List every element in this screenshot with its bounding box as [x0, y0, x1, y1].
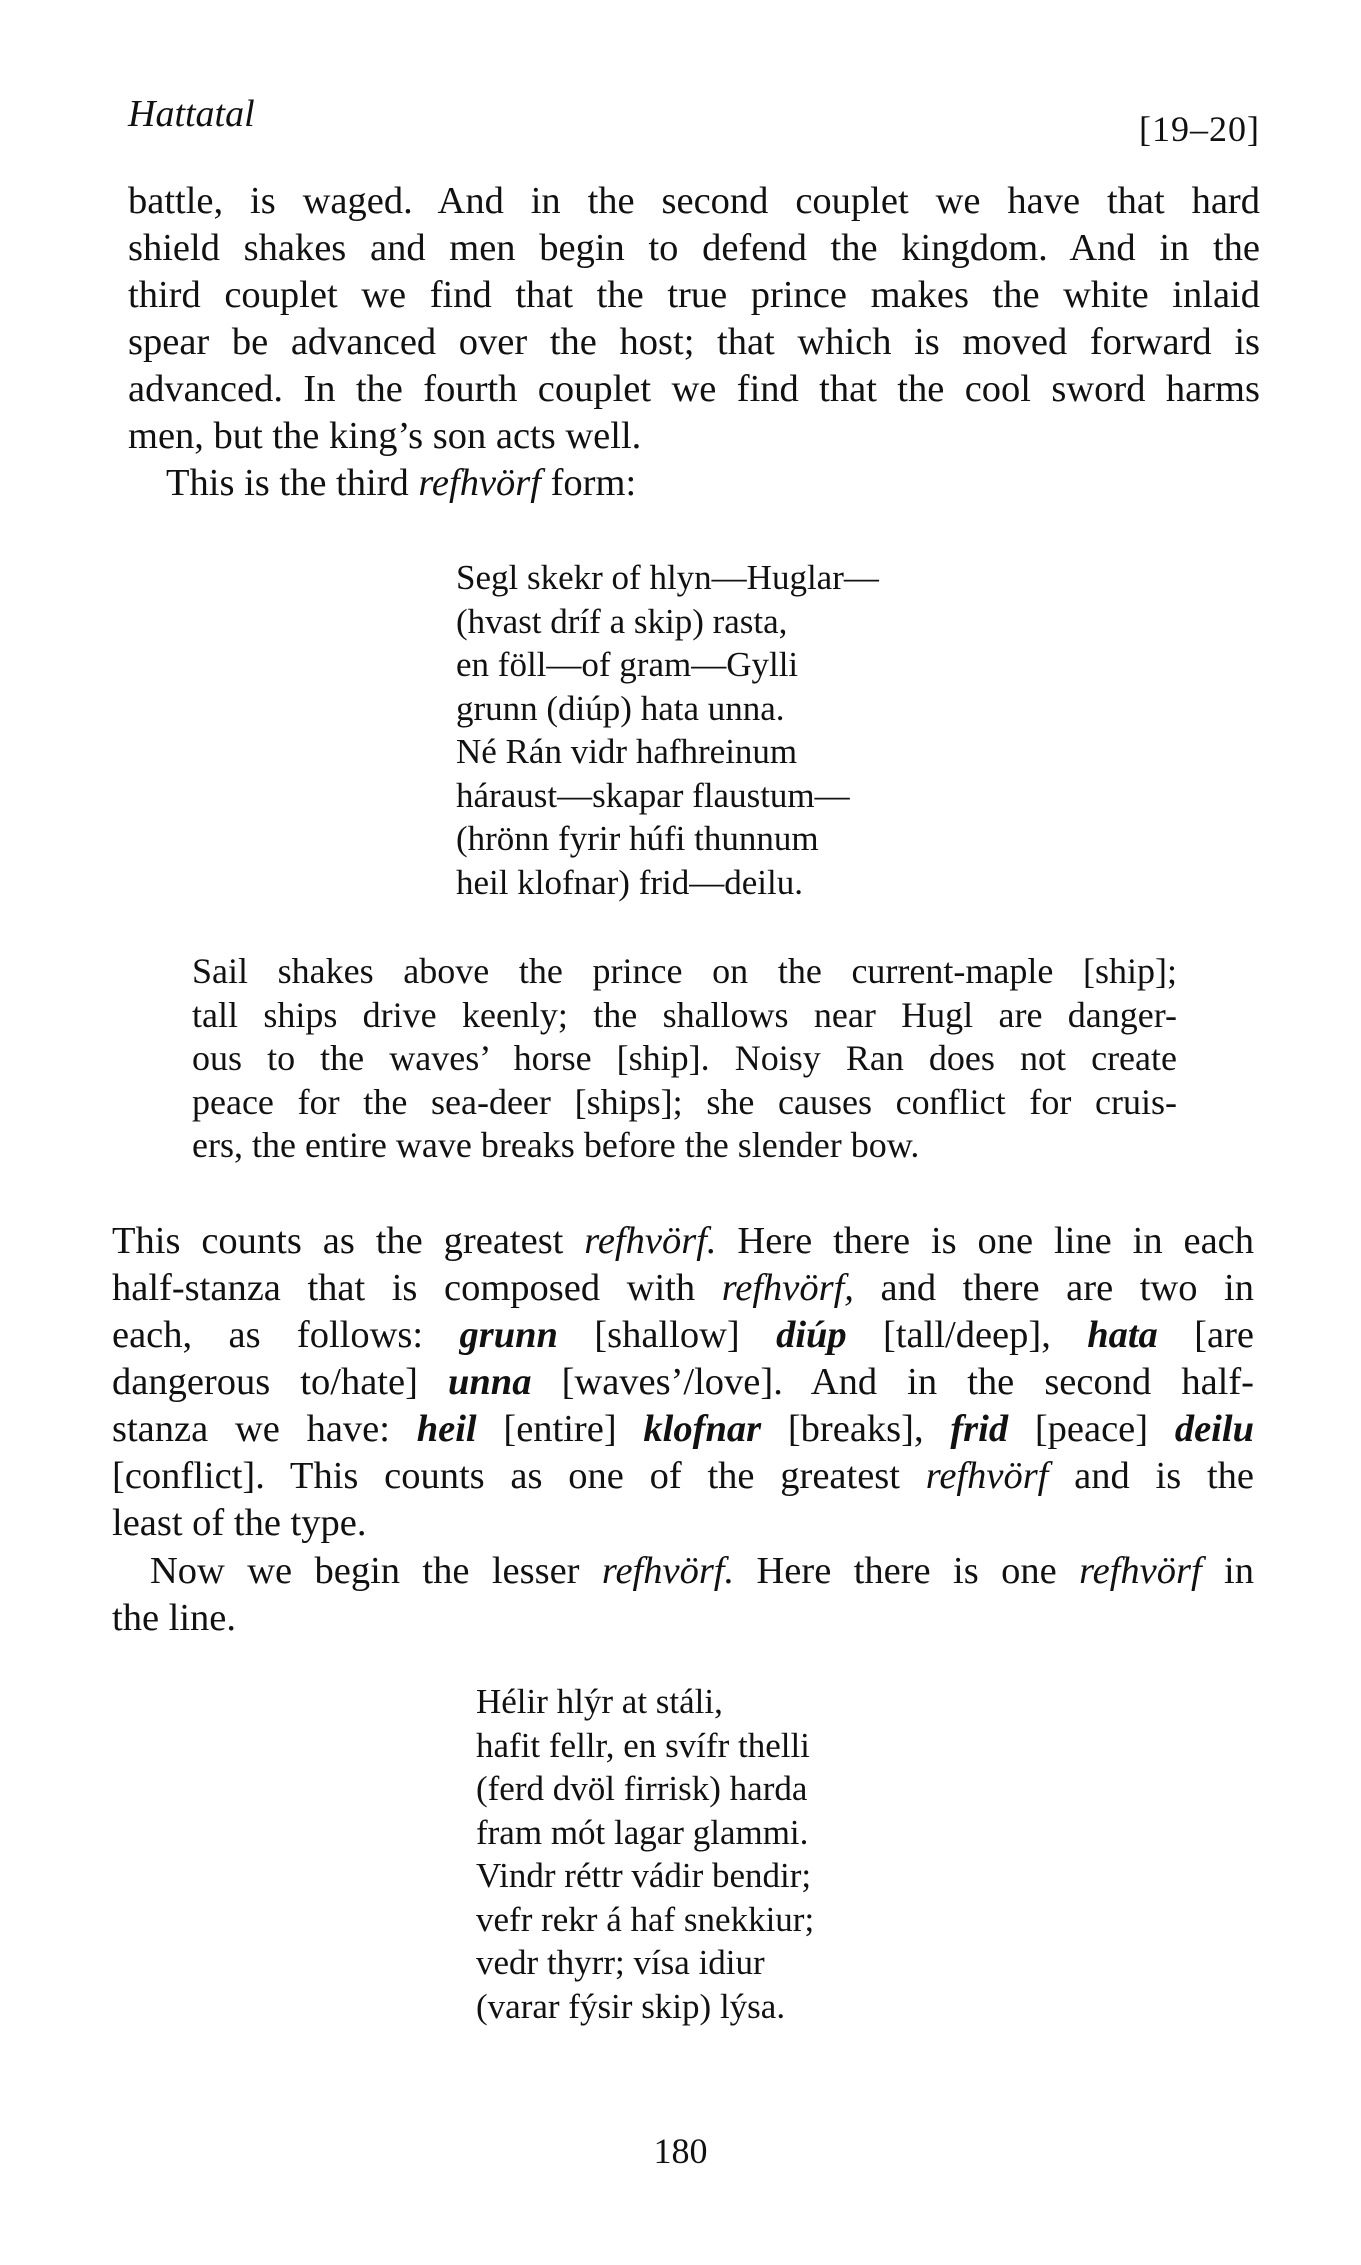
- verse-line: (hrönn fyrir húfi thunnum: [456, 819, 819, 858]
- verse-line: (varar fýsir skip) lýsa.: [476, 1986, 786, 2026]
- verse-line: en föll—of gram—Gylli: [456, 645, 799, 684]
- term-refhvorf: refhvörf: [925, 1455, 1049, 1497]
- translation-line: ous to the waves’ horse [ship]. Noisy Ran does not create: [192, 1038, 1177, 1078]
- text-run: in: [1201, 1550, 1255, 1592]
- paragraph-lesser-refhvorf: [112, 1548, 1254, 1642]
- text-line: [112, 1548, 1254, 1595]
- paragraph-third-form: [166, 460, 1166, 507]
- verse-line: vefr rekr á haf snekkiur;: [476, 1899, 815, 1939]
- text-line: advanced. In the fourth couplet we find that the cool sword harms: [128, 368, 1260, 410]
- verse-line: fram mót lagar glammi.: [476, 1812, 809, 1852]
- text-line: the line.: [112, 1597, 237, 1639]
- term-hata: hata: [1087, 1314, 1158, 1356]
- text-line: battle, is waged. And in the second couplet we have that hard: [128, 180, 1260, 222]
- term-unna: unna: [447, 1361, 532, 1403]
- verse-line: hafit fellr, en svífr thelli: [476, 1725, 810, 1765]
- text-run: Here there is one: [734, 1550, 1080, 1592]
- text-line: [112, 1218, 1254, 1265]
- term-grunn: grunn: [459, 1314, 558, 1356]
- text-line: third couplet we find that the true prince makes the white inlaid: [128, 274, 1260, 316]
- text-line: least of the type.: [112, 1502, 367, 1544]
- text-run: each, as follows:: [112, 1314, 460, 1356]
- text-run: [shallow]: [557, 1314, 777, 1356]
- term-refhvorf: refhvörf.: [601, 1550, 735, 1592]
- verse-line: heil klofnar) frid—deilu.: [456, 862, 803, 902]
- verse-line: Vindr réttr vádir bendir;: [476, 1856, 812, 1895]
- verse-line: (hvast dríf a skip) rasta,: [456, 601, 788, 641]
- verse-stanza-1: [456, 556, 879, 904]
- text-run: stanza we have:: [112, 1408, 417, 1450]
- verse-line: (ferd dvöl firrisk) harda: [476, 1769, 808, 1808]
- paragraph-battle: [128, 178, 1260, 460]
- text-line: [166, 460, 1166, 507]
- translation-line: ers, the entire wave breaks before the slender bow.: [192, 1125, 920, 1165]
- text-line: [112, 1359, 1254, 1406]
- verse-stanza-2: [476, 1680, 814, 2028]
- running-title: Hattatal: [128, 93, 255, 135]
- text-run: [are: [1157, 1314, 1254, 1356]
- term-refhvorf: refhvörf.: [584, 1220, 717, 1262]
- text-run: Here there is one line in each: [716, 1220, 1254, 1262]
- translation-line: tall ships drive keenly; the shallows near Hugl are danger-: [192, 994, 1177, 1035]
- translation-line: peace for the sea-deer [ships]; she causes conflict for cruis-: [192, 1081, 1177, 1122]
- verse-line: vedr thyrr; vísa idiur: [476, 1943, 765, 1982]
- verse-line: háraust—skapar flaustum—: [456, 775, 850, 815]
- text-run: [waves’/love]. And in the second half-: [531, 1361, 1254, 1403]
- section-range: [19–20]: [1139, 109, 1260, 149]
- text-line: [112, 1406, 1254, 1453]
- text-run: dangerous to/hate]: [112, 1361, 448, 1403]
- running-header: [128, 92, 1260, 152]
- verse-line: Né Rán vidr hafhreinum: [456, 732, 798, 771]
- text-line: shield shakes and men begin to defend the kingdom. And in the: [128, 227, 1260, 269]
- text-run: half-stanza that is composed with: [112, 1267, 722, 1309]
- text-line: men, but the king’s son acts well.: [128, 415, 642, 457]
- text-run: and there are two in: [853, 1267, 1254, 1309]
- verse-line: Hélir hlýr at stáli,: [476, 1682, 723, 1721]
- text-run: [entire]: [476, 1408, 644, 1450]
- term-frid: frid: [950, 1408, 1009, 1450]
- text-run: [conflict]. This counts as one of the greatest: [112, 1455, 926, 1497]
- translation-stanza-1: [192, 950, 1177, 1168]
- term-refhvorf: refhvörf,: [721, 1267, 854, 1309]
- text-run: Now we begin the lesser: [150, 1550, 602, 1592]
- text-run: form:: [540, 462, 637, 504]
- term-diup: diúp: [776, 1314, 847, 1356]
- text-run: This is the third: [166, 462, 419, 504]
- text-run: [peace]: [1008, 1408, 1175, 1450]
- term-deilu: deilu: [1174, 1408, 1254, 1450]
- text-run: and is the: [1048, 1455, 1254, 1497]
- text-line: spear be advanced over the host; that which is moved forward is: [128, 321, 1260, 363]
- verse-line: Segl skekr of hlyn—Huglar—: [456, 558, 879, 597]
- text-run: [breaks],: [761, 1408, 951, 1450]
- text-line: [112, 1453, 1254, 1500]
- term-klofnar: klofnar: [643, 1408, 762, 1450]
- text-run: [tall/deep],: [846, 1314, 1088, 1356]
- translation-line: Sail shakes above the prince on the current-maple [ship];: [192, 951, 1177, 991]
- text-line: [112, 1312, 1254, 1359]
- term-heil: heil: [416, 1408, 477, 1450]
- paragraph-greatest-refhvorf: [112, 1218, 1254, 1547]
- term-refhvorf: refhvörf: [418, 462, 541, 504]
- text-run: This counts as the greatest: [112, 1220, 585, 1262]
- text-line: [112, 1265, 1254, 1312]
- page-number: 180: [653, 2131, 708, 2171]
- term-refhvorf: refhvörf: [1079, 1550, 1202, 1592]
- verse-line: grunn (diúp) hata unna.: [456, 688, 785, 728]
